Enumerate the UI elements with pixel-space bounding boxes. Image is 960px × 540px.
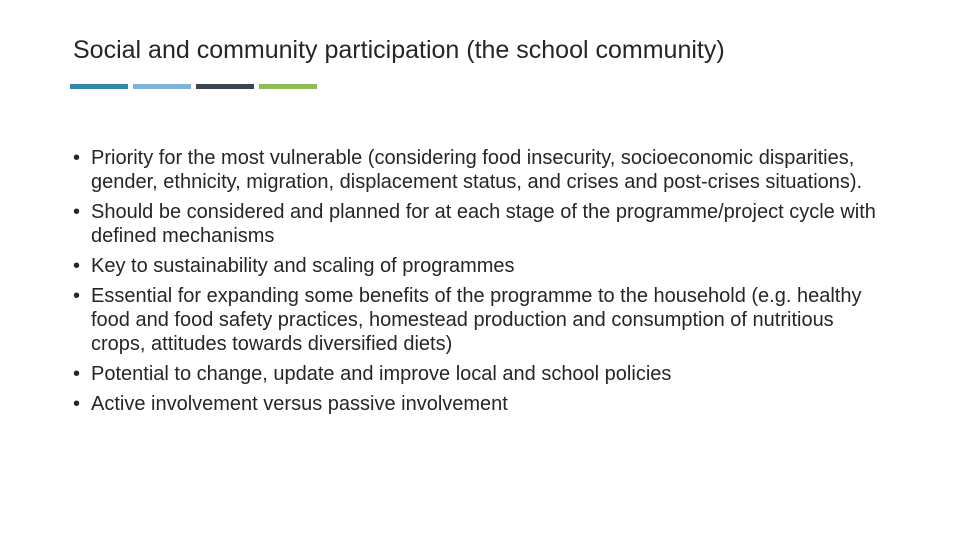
bullet-text: Priority for the most vulnerable (considering food insecurity, socioeconomic disparities, gender, ethnicity, migration, displacement status, and crises and post-crises situations). bbox=[91, 147, 863, 193]
bullet-dot: • bbox=[73, 201, 81, 223]
bullet-dot: • bbox=[73, 147, 81, 169]
bullet-dot: • bbox=[73, 285, 81, 307]
accent-bar-green bbox=[259, 84, 317, 89]
bullet-dot: • bbox=[73, 255, 81, 277]
bullet-text: Active involvement versus passive involvement bbox=[91, 393, 508, 415]
bullet-dot: • bbox=[73, 363, 81, 385]
bullet-item bbox=[73, 146, 893, 194]
bullet-text: Essential for expanding some benefits of the programme to the household (e.g. healthy food and food safety practices, homestead production and consumption of nutritious crops, attitudes towards diversified diets) bbox=[91, 285, 862, 355]
bullet-item bbox=[73, 254, 893, 278]
bullet-item bbox=[73, 392, 893, 416]
accent-bar-light-blue bbox=[133, 84, 191, 89]
bullet-dot: • bbox=[73, 393, 81, 415]
bullet-item bbox=[73, 362, 893, 386]
slide-title: Social and community participation (the school community) bbox=[73, 36, 725, 64]
accent-bar-slate bbox=[196, 84, 254, 89]
bullet-item bbox=[73, 284, 893, 356]
bullet-item bbox=[73, 200, 893, 248]
bullet-text: Key to sustainability and scaling of programmes bbox=[91, 255, 515, 277]
bullet-text: Potential to change, update and improve local and school policies bbox=[91, 363, 672, 385]
title-accent-bars bbox=[70, 84, 317, 89]
bullet-list bbox=[73, 146, 893, 422]
accent-bar-teal bbox=[70, 84, 128, 89]
bullet-text: Should be considered and planned for at each stage of the programme/project cycle with defined mechanisms bbox=[91, 201, 876, 247]
